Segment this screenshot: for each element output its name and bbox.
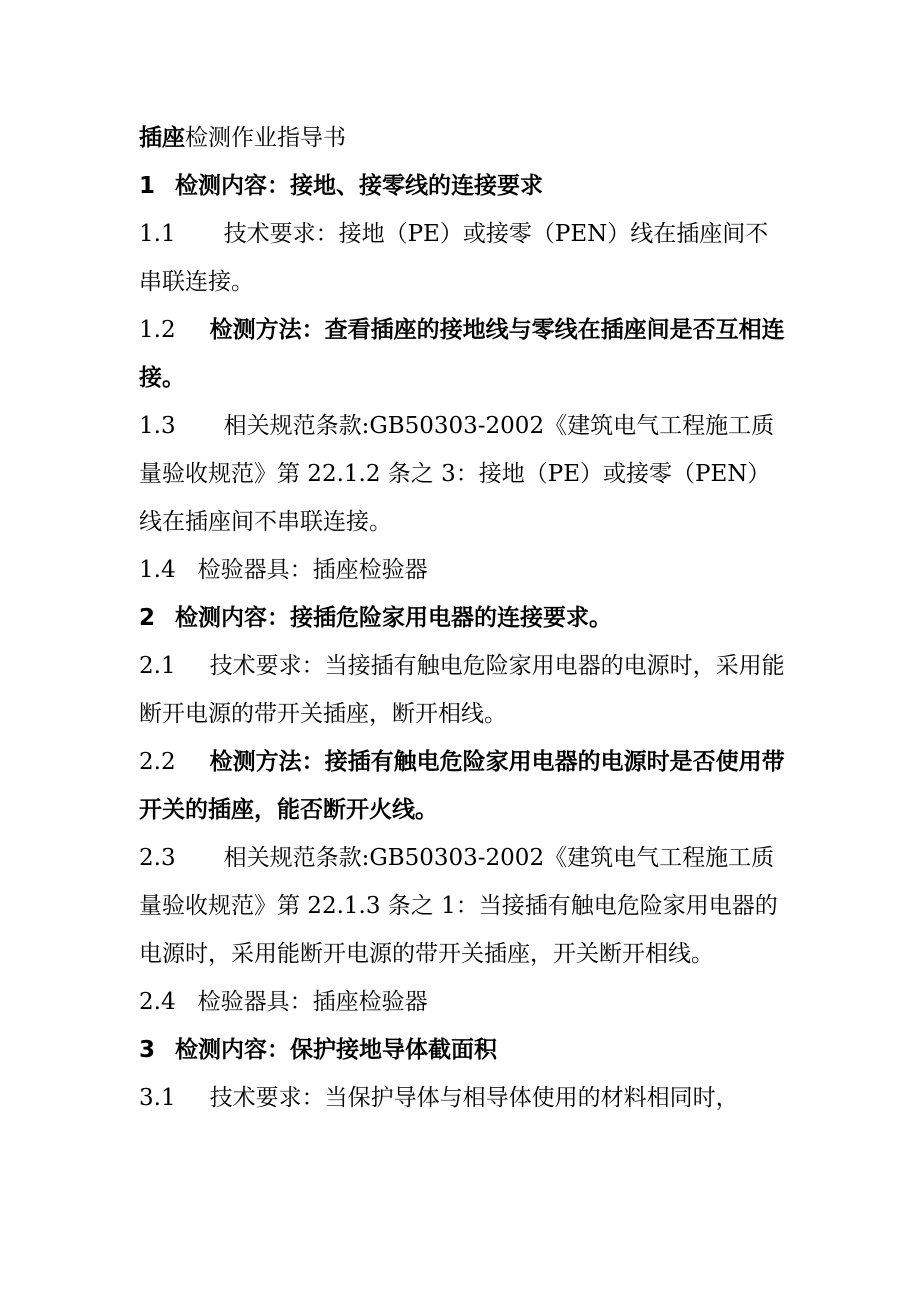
section-item-1-4: 1.4 检验器具：插座检验器 [139, 557, 428, 583]
document-title [139, 114, 787, 162]
section-item-1-1: 1.1 技术要求：接地（PE）或接零（PEN）线在插座间不串联连接。 [139, 221, 769, 295]
section-heading-2: 2 检测内容：接插危险家用电器的连接要求。 [139, 605, 613, 631]
section-item-2-3: 2.3 相关规范条款:GB50303-2002《建筑电气工程施工质量验收规范》第 22.1.3 条之 1：当接插有触电危险家用电器的电源时，采用能断开电源的带开关插座，开关断开相线。 [139, 845, 778, 967]
document-title-rest: 检测作业指导书 [185, 125, 346, 151]
section-heading-3: 3 检测内容：保护接地导体截面积 [139, 1037, 498, 1063]
section-item-3-1: 3.1 技术要求：当保护导体与相导体使用的材料相同时， [139, 1085, 739, 1111]
section-heading-1: 1 检测内容：接地、接零线的连接要求 [139, 173, 544, 199]
section-item-2-2: 2.2 检测方法：接插有触电危险家用电器的电源时是否使用带开关的插座，能否断开火线。 [139, 749, 785, 823]
section-item-2-1: 2.1 技术要求：当接插有触电危险家用电器的电源时，采用能断开电源的带开关插座，断开相线。 [139, 653, 785, 727]
section-item-1-2: 1.2 检测方法：查看插座的接地线与零线在插座间是否互相连接。 [139, 317, 785, 391]
document-title-bold: 插座 [139, 125, 185, 151]
section-item-1-3: 1.3 相关规范条款:GB50303-2002《建筑电气工程施工质量验收规范》第 22.1.2 条之 3：接地（PE）或接零（PEN）线在插座间不串联连接。 [139, 413, 775, 535]
section-item-2-4: 2.4 检验器具：插座检验器 [139, 989, 428, 1015]
document-page [139, 114, 787, 1122]
